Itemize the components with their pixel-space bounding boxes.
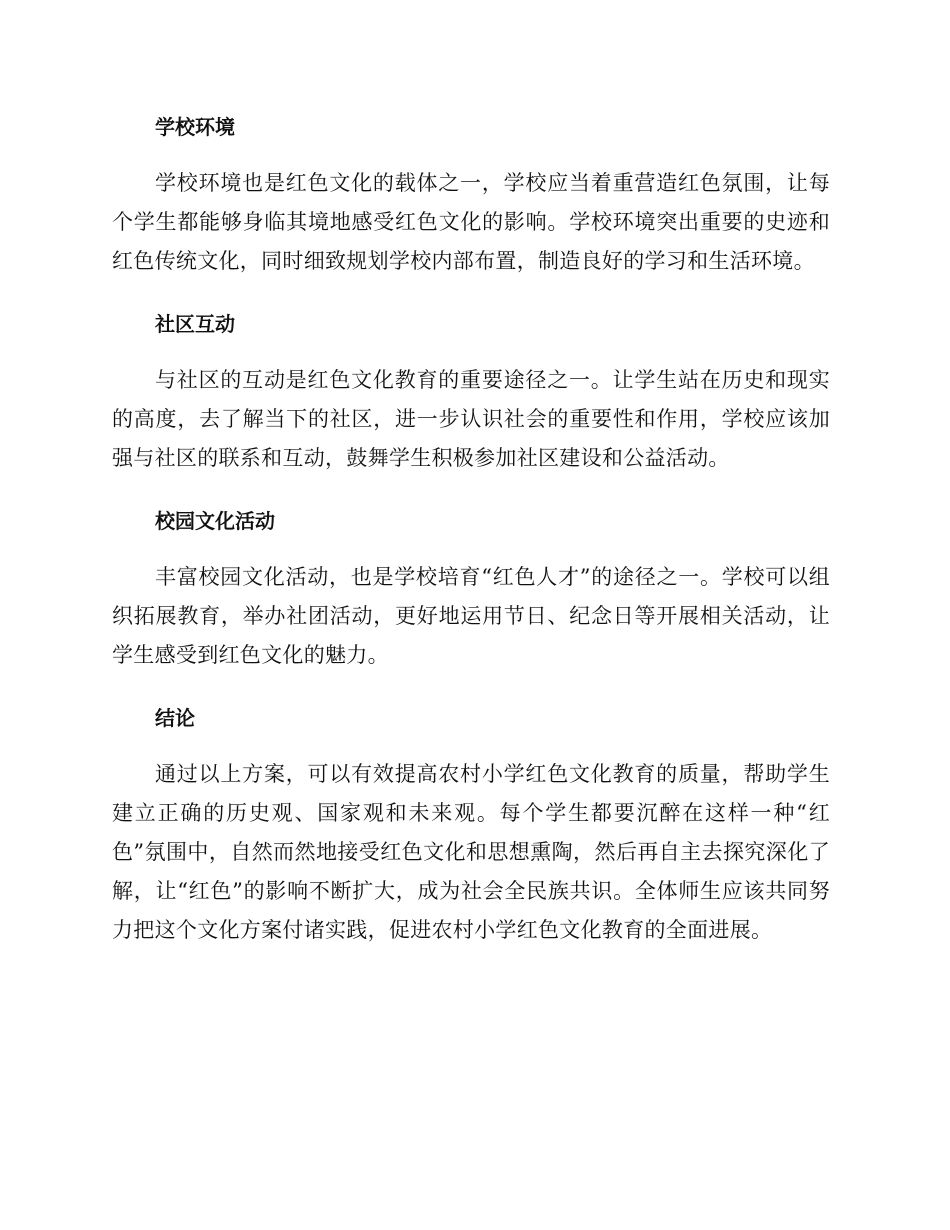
section-paragraph-campus-activities: 丰富校园文化活动，也是学校培育“红色人才”的途径之一。学校可以组织拓展教育，举办社团活动，更好地运用节日、纪念日等开展相关活动，让学生感受到红色文化的魅力。 [112, 565, 830, 667]
section-heading-conclusion: 结论 [155, 706, 195, 730]
section-heading-campus-activities: 校园文化活动 [155, 509, 275, 533]
document-body [112, 110, 830, 950]
section-paragraph-conclusion: 通过以上方案，可以有效提高农村小学红色文化教育的质量，帮助学生建立正确的历史观、国家观和未来观。每个学生都要沉醉在这样一种“红色”氛围中，自然而然地接受红色文化和思想熏陶，然后再自主去探究深化了解，让“红色”的影响不断扩大，成为社会全民族共识。全体师生应该共同努力把这个文化方案付诸实践，促进农村小学红色文化教育的全面进展。 [112, 762, 830, 942]
section-paragraph-community-interaction: 与社区的互动是红色文化教育的重要途径之一。让学生站在历史和现实的高度，去了解当下的社区，进一步认识社会的重要性和作用，学校应该加强与社区的联系和互动，鼓舞学生积极参加社区建设和公益活动。 [112, 368, 830, 470]
section-heading-school-environment: 学校环境 [155, 115, 235, 139]
section-paragraph-school-environment: 学校环境也是红色文化的载体之一，学校应当着重营造红色氛围，让每个学生都能够身临其境地感受红色文化的影响。学校环境突出重要的史迹和红色传统文化，同时细致规划学校内部布置，制造良好的学习和生活环境。 [112, 171, 830, 273]
section-heading-community-interaction: 社区互动 [155, 312, 235, 336]
